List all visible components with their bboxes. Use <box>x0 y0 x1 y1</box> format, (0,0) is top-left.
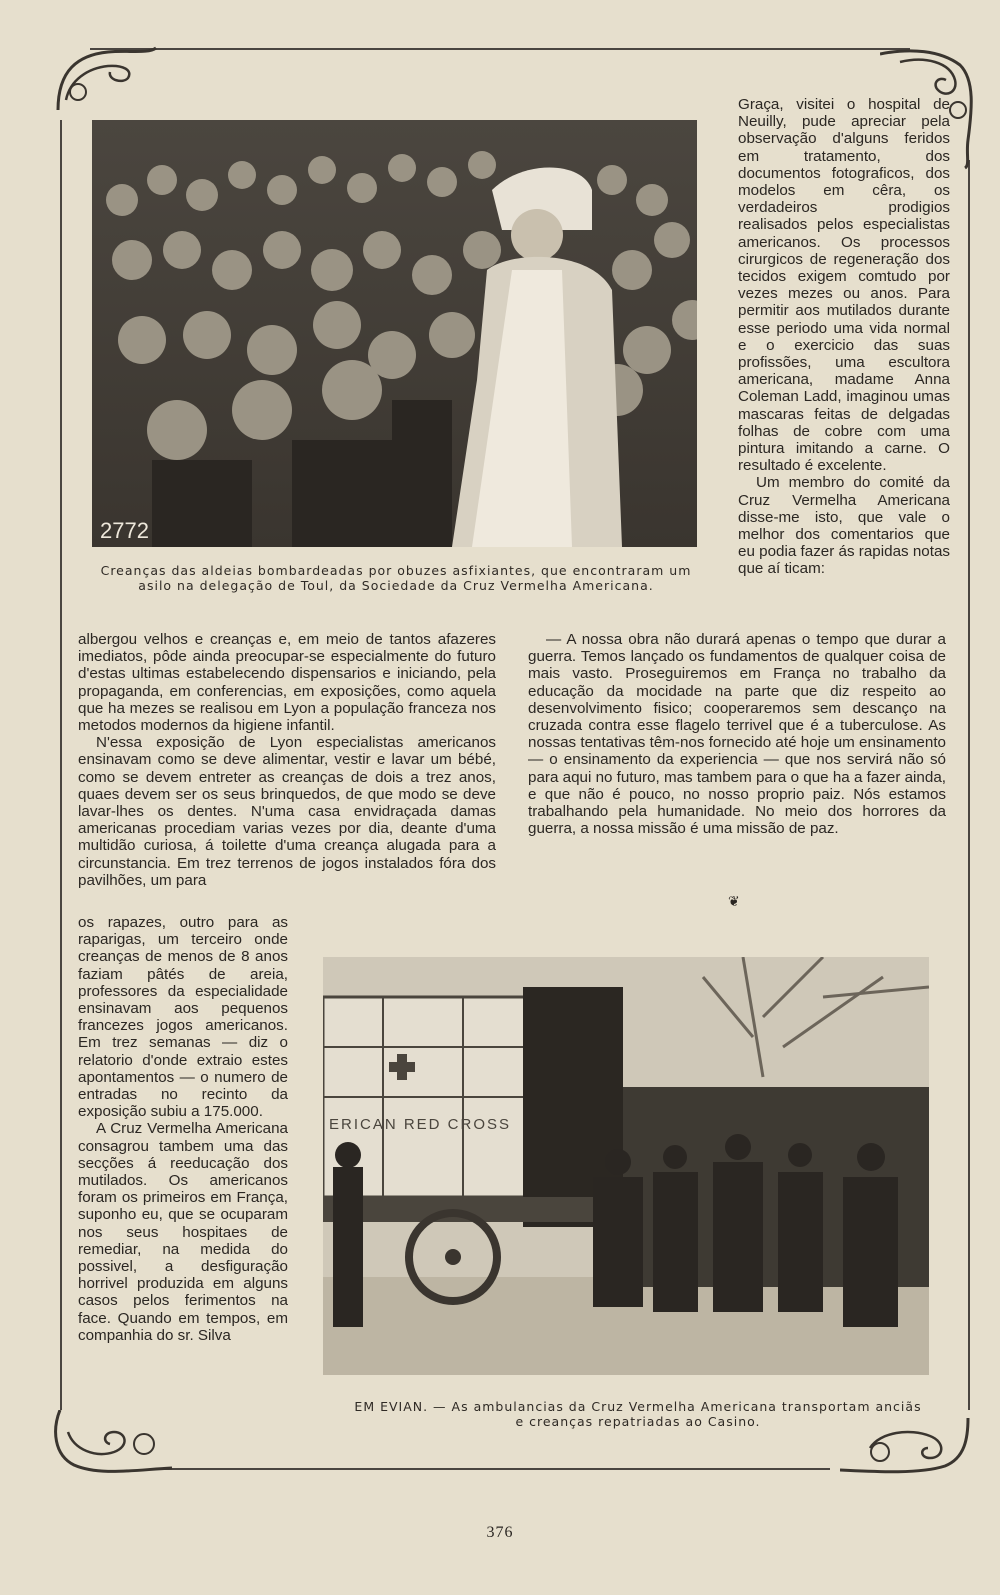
photo1-caption <box>78 563 714 593</box>
frame-right-rule <box>968 160 970 1410</box>
paragraph: Graça, visitei o hospital de Neuilly, pude apreciar pela observação d'alguns feridos em tratamento, dos documentos fotograficos, dos modelos em cêra, os verdadeiros prodigios realisados pelos especialistas americanos. Os processos cirurgicos de regeneração dos tecidos exigem comtudo por vezes mezes ou anos. Para permitir aos mutilados durante esse periodo uma vida normal e o exercicio das suas profissões, uma escultora americana, madame Anna Coleman Ladd, imaginou umas mascaras feitas de delgadas folhas de cobre com uma pintura imitando a carne. O resultado é excelente. <box>738 96 950 475</box>
truck-lettering: ERICAN RED CROSS <box>329 1116 512 1133</box>
left-column-top <box>78 631 496 889</box>
photo2-caption-line1: EM EVIAN. — As ambulancias da Cruz Vermelha Americana transportam anciãs <box>354 1399 922 1414</box>
photo1-caption-line1: Creanças das aldeias bombardeadas por obuzes asfixiantes, que encontraram um <box>100 563 692 578</box>
right-column-bottom <box>528 631 946 837</box>
left-column-bottom <box>78 914 288 1344</box>
frame-bottom-rule <box>150 1468 830 1470</box>
photo2-caption-line2: e creanças repatriadas ao Casino. <box>515 1414 761 1429</box>
paragraph: os rapazes, outro para as raparigas, um terceiro onde creanças de menos de 8 anos faziam pâtés de areia, professores da especialidade ensinavam aos pequenos francezes jogos americanos. Em trez semanas — diz o relatorio d'onde extraio estes apontamentos — o numero de entradas no recinto da exposição subiu a 175.000. <box>78 914 288 1121</box>
photo-children-with-nurse <box>92 120 697 547</box>
paragraph: N'essa exposição de Lyon especialistas americanos ensinavam como se deve alimentar, vestir e lavar um bébé, como se devem entreter as creanças de dois a trez anos, quaes devem ser os seus brinquedos, de que modo se deve lavar-lhes os dentes. N'uma casa envidraçada damas americanas procediam varias vezes por dia, deante d'uma multidão curiosa, á toilette d'uma creança alugada para a circunstancia. Em trez terrenos de jogos instalados fóra dos pavilhões, um para <box>78 734 496 889</box>
paragraph: — A nossa obra não durará apenas o tempo que durar a guerra. Temos lançado os fundamentos de qualquer coisa de mais vasto. Proseguiremos em França no trabalho da educação da mocidade na parte que diz respeito ao desenvolvimento fisico; cooperaremos sem descanço na cruzada contra esse flagelo terrivel que é a tuberculose. As nossas tentativas têm-nos fornecido até hoje um ensinamento — o ensinamento da experiencia — que nos servirá não só para aqui no futuro, mas tambem para o que ha a fazer ainda, e que não é pouco, no nosso proprio paiz. Nós estamos trabalhando pela humanidade. No meio dos horrores da guerra, a nossa missão é uma missão de paz. <box>528 631 946 838</box>
frame-left-rule <box>60 120 62 1410</box>
ornament-bottom-left <box>44 1410 174 1480</box>
fleuron-ornament: ❦ <box>728 893 740 909</box>
paragraph: A Cruz Vermelha Americana consagrou tambem uma das secções á reeducação dos mutilados. Os americanos foram os primeiros em França, suponho eu, que se ocuparam nos seus hospitaes de remediar, na medida do possivel, a desfiguração horrivel produzida em alguns casos pelos ferimentos na face. Quando em tempos, em companhia do sr. Silva <box>78 1120 288 1344</box>
frame-top-rule <box>90 48 910 50</box>
page-number: 376 <box>486 1524 514 1541</box>
photo1-caption-line2: asilo na delegação de Toul, da Sociedade da Cruz Vermelha Americana. <box>138 578 654 593</box>
right-column-top <box>738 96 950 578</box>
photo2-caption <box>320 1399 956 1429</box>
paragraph: albergou velhos e creanças e, em meio de tantos afazeres imediatos, pôde ainda preocupar-se especialmente do futuro d'estas ultimas estabelecendo dispensarios e iniciando, pela propaganda, em conferencias, em exposições, como aquela que ha mezes se realisou em Lyon a população franceza nos metodos modernos da higiene infantil. <box>78 631 496 735</box>
plate-number: 2772 <box>100 518 149 543</box>
photo-ambulance-evian <box>323 957 929 1375</box>
ornament-top-left <box>48 40 158 120</box>
paragraph: Um membro do comité da Cruz Vermelha Americana disse-me isto, que vale o melhor dos comentarios que eu podia fazer ás rapidas notas que aí ticam: <box>738 474 950 578</box>
